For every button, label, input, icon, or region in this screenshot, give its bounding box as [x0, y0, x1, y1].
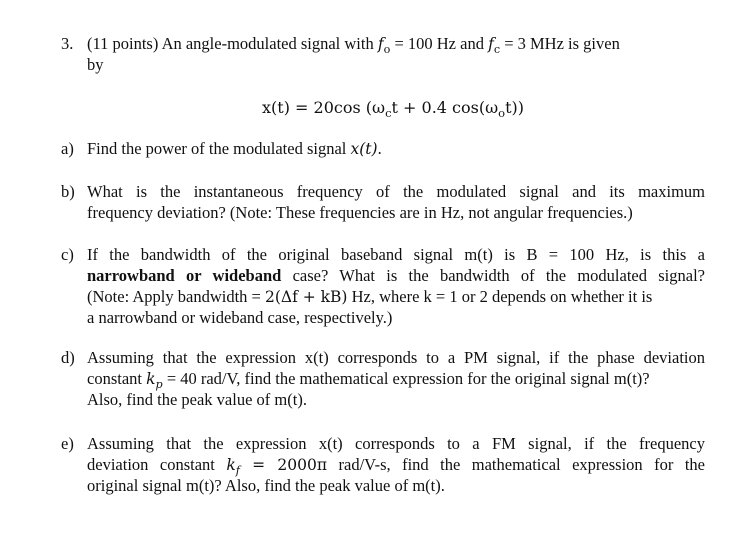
part-b-line-2: frequency deviation? (Note: These frequencies are in Hz, not angular frequencies.) [87, 203, 633, 222]
part-e-line-2: deviation constant $k_f = 2000\pi$ rad/V-s, find the mathematical expression for the [87, 455, 705, 477]
part-b-line-1: What is the instantaneous frequency of the modulated signal and its maximum [87, 182, 705, 201]
problem-intro-line-2: by [87, 55, 104, 74]
problem-intro-line-1 [87, 34, 620, 55]
fc-symbol: $f_c$ [488, 35, 501, 56]
part-b-label: b) [61, 182, 75, 201]
part-e-line-1: Assuming that the expression x(t) corresponds to a FM signal, if the frequency [87, 434, 705, 453]
part-c-line-4: a narrowband or wideband case, respectively.) [87, 308, 393, 327]
problem-number: 3. [61, 34, 74, 53]
part-c-label: c) [61, 245, 74, 264]
fc-value: = 3 MHz is given [500, 34, 620, 53]
part-a-text: Find the power of the modulated signal x(t). [87, 139, 382, 158]
part-d-line-2: constant $k_p = 40$ rad/V, find the mathematical expression for the original signal m(t)? [87, 369, 650, 391]
kp-symbol: $k_p$ [146, 370, 163, 391]
fo-value: = 100 Hz and [390, 34, 489, 53]
part-e-line-3: original signal m(t)? Also, find the peak value of m(t). [87, 476, 445, 495]
signal-equation: x(t) = 20cos ($\omega_ct + 0.4$ $\cos(\omega_ot)$) [262, 98, 525, 121]
part-c-line-1: If the bandwidth of the original baseband signal m(t) is B = 100 Hz, is this a [87, 245, 705, 264]
part-d-label: d) [61, 348, 75, 367]
part-d-line-3: Also, find the peak value of m(t). [87, 390, 307, 409]
fo-symbol: $f_o$ [377, 35, 391, 56]
part-c-line-3: (Note: Apply bandwidth = 2(Δf + kB) Hz, where k = 1 or 2 depends on whether it is [87, 287, 653, 306]
part-c-line-2: narrowband or wideband case? What is the bandwidth of the modulated signal? [87, 266, 706, 285]
part-a-label: a) [61, 139, 74, 158]
narrowband-wideband-bold: narrowband or wideband [87, 266, 282, 285]
part-e-label: e) [61, 434, 74, 453]
bandwidth-formula: 2(Δf + kB) [264, 288, 348, 306]
x-of-t-symbol: x(t) [350, 140, 378, 158]
kf-symbol: $k_f = 2000\pi$ [226, 456, 328, 477]
part-d-line-1: Assuming that the expression x(t) corresponds to a PM signal, if the phase deviation [87, 348, 705, 367]
problem-points: (11 points) [87, 34, 159, 53]
problem-intro-text: An angle-modulated signal with [161, 34, 374, 53]
